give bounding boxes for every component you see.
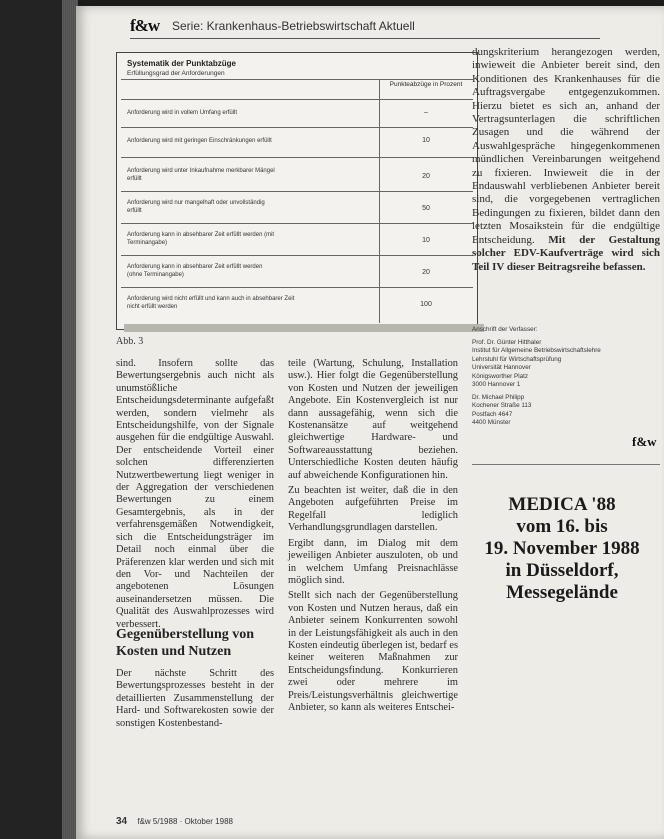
address-line: Königsworther Platz: [472, 372, 528, 380]
journal-issue: f&w 5/1988 · Oktober 1988: [137, 817, 233, 826]
journal-logo: f&w: [130, 16, 160, 35]
author-addresses: [472, 326, 657, 428]
points-column-header: Punkteabzüge in Prozent: [389, 81, 463, 88]
table-rule: [121, 79, 473, 80]
points-value: 20: [422, 269, 430, 276]
points-value: 10: [422, 137, 430, 144]
figure-title: Systematik der Punktabzüge: [127, 59, 236, 68]
points-value: 20: [422, 173, 430, 180]
requirement-text: Anforderung wird nicht erfüllt und kann auch in absehbarer Zeit nicht erfüllt werden: [127, 296, 295, 310]
section-heading: Gegenüberstellung von Kosten und Nutzen: [116, 627, 255, 659]
column-rule: [472, 464, 660, 465]
points-value: –: [424, 109, 428, 116]
figure-caption: Abb. 3: [116, 336, 144, 347]
paragraph: sind. Insofern sollte das Bewertungsergebnis auch nicht als unumstößliche Entscheidungsdeterminante aufgefaßt werden, sondern vielmehr als Entscheidungshilfe, von der Signale ausgehen für die endgültige Auswahl. Der entscheidende Vorteil einer solchen differenzierten Nutzwertbewertung liegt weniger in der Aggregation der verschiedenen Bewertungen zu einem Gesamtergebnis, als in der verfahrensgemäßen Notwendigkeit, sich die Entscheidungsträger im Detail noch einmal über die Präferenzen klar werden und sich mit den Vor- und Nachteilen der angebotenen Lösungen auseinandersetzen müssen. Die Qualität des Auswahlprozesses wird verbessert.: [116, 358, 274, 630]
article-column-1: [116, 358, 274, 634]
table-rule: [121, 223, 473, 224]
requirement-text: Anforderung wird nur mangelhaft oder unvollständig erfüllt: [127, 200, 265, 214]
announcement-line: vom 16. bis: [516, 516, 608, 537]
address-line: 3000 Hannover 1: [472, 381, 521, 388]
requirement-text: Anforderung wird mit geringen Einschränkungen erfüllt: [127, 138, 272, 144]
series-note: Mit der Gestaltung solcher EDV-Kaufverträge wird sich Teil IV dieser Beitragsreihe befassen.: [472, 233, 661, 273]
header-rule: [130, 38, 600, 39]
paragraph: dungskriterium herangezogen werden, inwieweit die Anbieter bereit sind, den Konditionen des Krankenhauses für die Auftragsvergabe entgegenzukommen. Hierzu bietet es sich an, anhand der Vertragsunterlagen die schriftlichen Zusagen und die während der Auswahlgespräche hingegenkommenen mündlichen Vereinbarungen weitgehend zu fixieren. Inwieweit die in der Endauswahl verbliebenen Anbieter bereit sind, die vorgegebenen vertraglichen Bedingungen zu fixieren, bildet dann den letzten Mosaikstein für die endgültige Entscheidung.: [472, 46, 660, 246]
paragraph: teile (Wartung, Schulung, Installation usw.). Hier folgt die Gegenüberstellung von Kosten und Nutzen der jeweiligen Angebote. Ein Kostenvergleich ist nur dann aussagefähig, wenn sich die Kostenansätze auf weitgehend gleichwertige Hardware- und Softwareausstattung beziehen. Unterschiedliche Kosten deuten häufig auf abweichende Konfigurationen hin.: [288, 358, 458, 481]
points-value: 100: [420, 301, 432, 308]
address-line: 4400 Münster: [472, 419, 511, 426]
address-line: Kochener Straße 113: [472, 402, 532, 409]
announcement-line: MEDICA '88: [508, 494, 616, 515]
magazine-page: [76, 6, 664, 839]
paragraph: Ergibt dann, im Dialog mit dem jeweiligen Anbieter auszuloten, ob und in welchem Umfang Preisnachlässe möglich sind.: [288, 537, 458, 586]
table-rule: [121, 157, 473, 158]
paragraph: Der nächste Schritt des Bewertungsprozesses besteht in der detaillierten Zusammenstellung der Hard- und Softwarekosten sowie der sonstigen Kostenbestand-: [116, 668, 274, 729]
figure-shadow: [124, 324, 484, 332]
article-column-3: [472, 46, 660, 274]
journal-logo-small: f&w: [632, 434, 657, 449]
figure-subhead: Erfüllungsgrad der Anforderungen: [127, 70, 225, 77]
medica-announcement: [472, 494, 652, 604]
table-rule: [121, 127, 473, 128]
address-line: Dr. Michael Philipp: [472, 393, 525, 401]
article-column-1-continued: [116, 668, 274, 733]
table-rule: [121, 99, 473, 100]
points-value: 10: [422, 237, 430, 244]
paragraph: Stellt sich nach der Gegenüberstellung von Kosten und Nutzen heraus, daß ein Anbieter seinem Konkurrenten sowohl in der Leistungsfähigkeit als auch in den Kosten eindeutig überlegen ist, bedarf es keiner weiteren Maßnahmen zur Entscheidungsfindung. Konkurrieren zwei oder mehrere im Preis/Leistungsverhältnis gleichwertige Anbieter, so kann als weiteres Entschei-: [288, 590, 458, 713]
address-line: Postfach 4647: [472, 410, 513, 418]
article-column-2: [288, 358, 458, 717]
address-line: Institut für Allgemeine Betriebswirtschaftslehre: [472, 347, 601, 354]
points-table-figure: [116, 52, 478, 330]
requirement-text: Anforderung wird unter Inkaufnahme merkbarer Mängel erfüllt: [127, 168, 275, 182]
page-header: [130, 16, 660, 38]
page-number: 34: [116, 816, 128, 827]
requirement-text: Anforderung wird in vollem Umfang erfüllt: [127, 110, 238, 116]
page-footer: [116, 816, 233, 827]
address-line: Universität Hannover: [472, 364, 531, 371]
announcement-line: 19. November 1988: [484, 538, 640, 559]
address-label: Anschrift der Verfasser:: [472, 326, 538, 333]
series-title: Serie: Krankenhaus-Betriebswirtschaft Aktuell: [172, 19, 415, 33]
address-line: Lehrstuhl für Wirtschaftsprüfung: [472, 355, 562, 363]
paragraph: Zu beachten ist weiter, daß die in den Angeboten aufgeführten Preise im Regelfall lediglich Verhandlungsgrundlagen darstellen.: [288, 485, 458, 534]
points-value: 50: [422, 205, 430, 212]
table-rule: [121, 287, 473, 288]
table-rule: [121, 191, 473, 192]
table-rule: [121, 255, 473, 256]
requirement-text: Anforderung kann in absehbarer Zeit erfüllt werden (ohne Terminangabe): [127, 264, 263, 278]
address-line: Prof. Dr. Günter Hitthaler: [472, 338, 542, 346]
announcement-line: in Düsseldorf,: [505, 560, 619, 581]
requirement-text: Anforderung kann in absehbarer Zeit erfüllt werden (mit Terminangabe): [127, 232, 275, 246]
announcement-line: Messegelände: [506, 582, 618, 603]
